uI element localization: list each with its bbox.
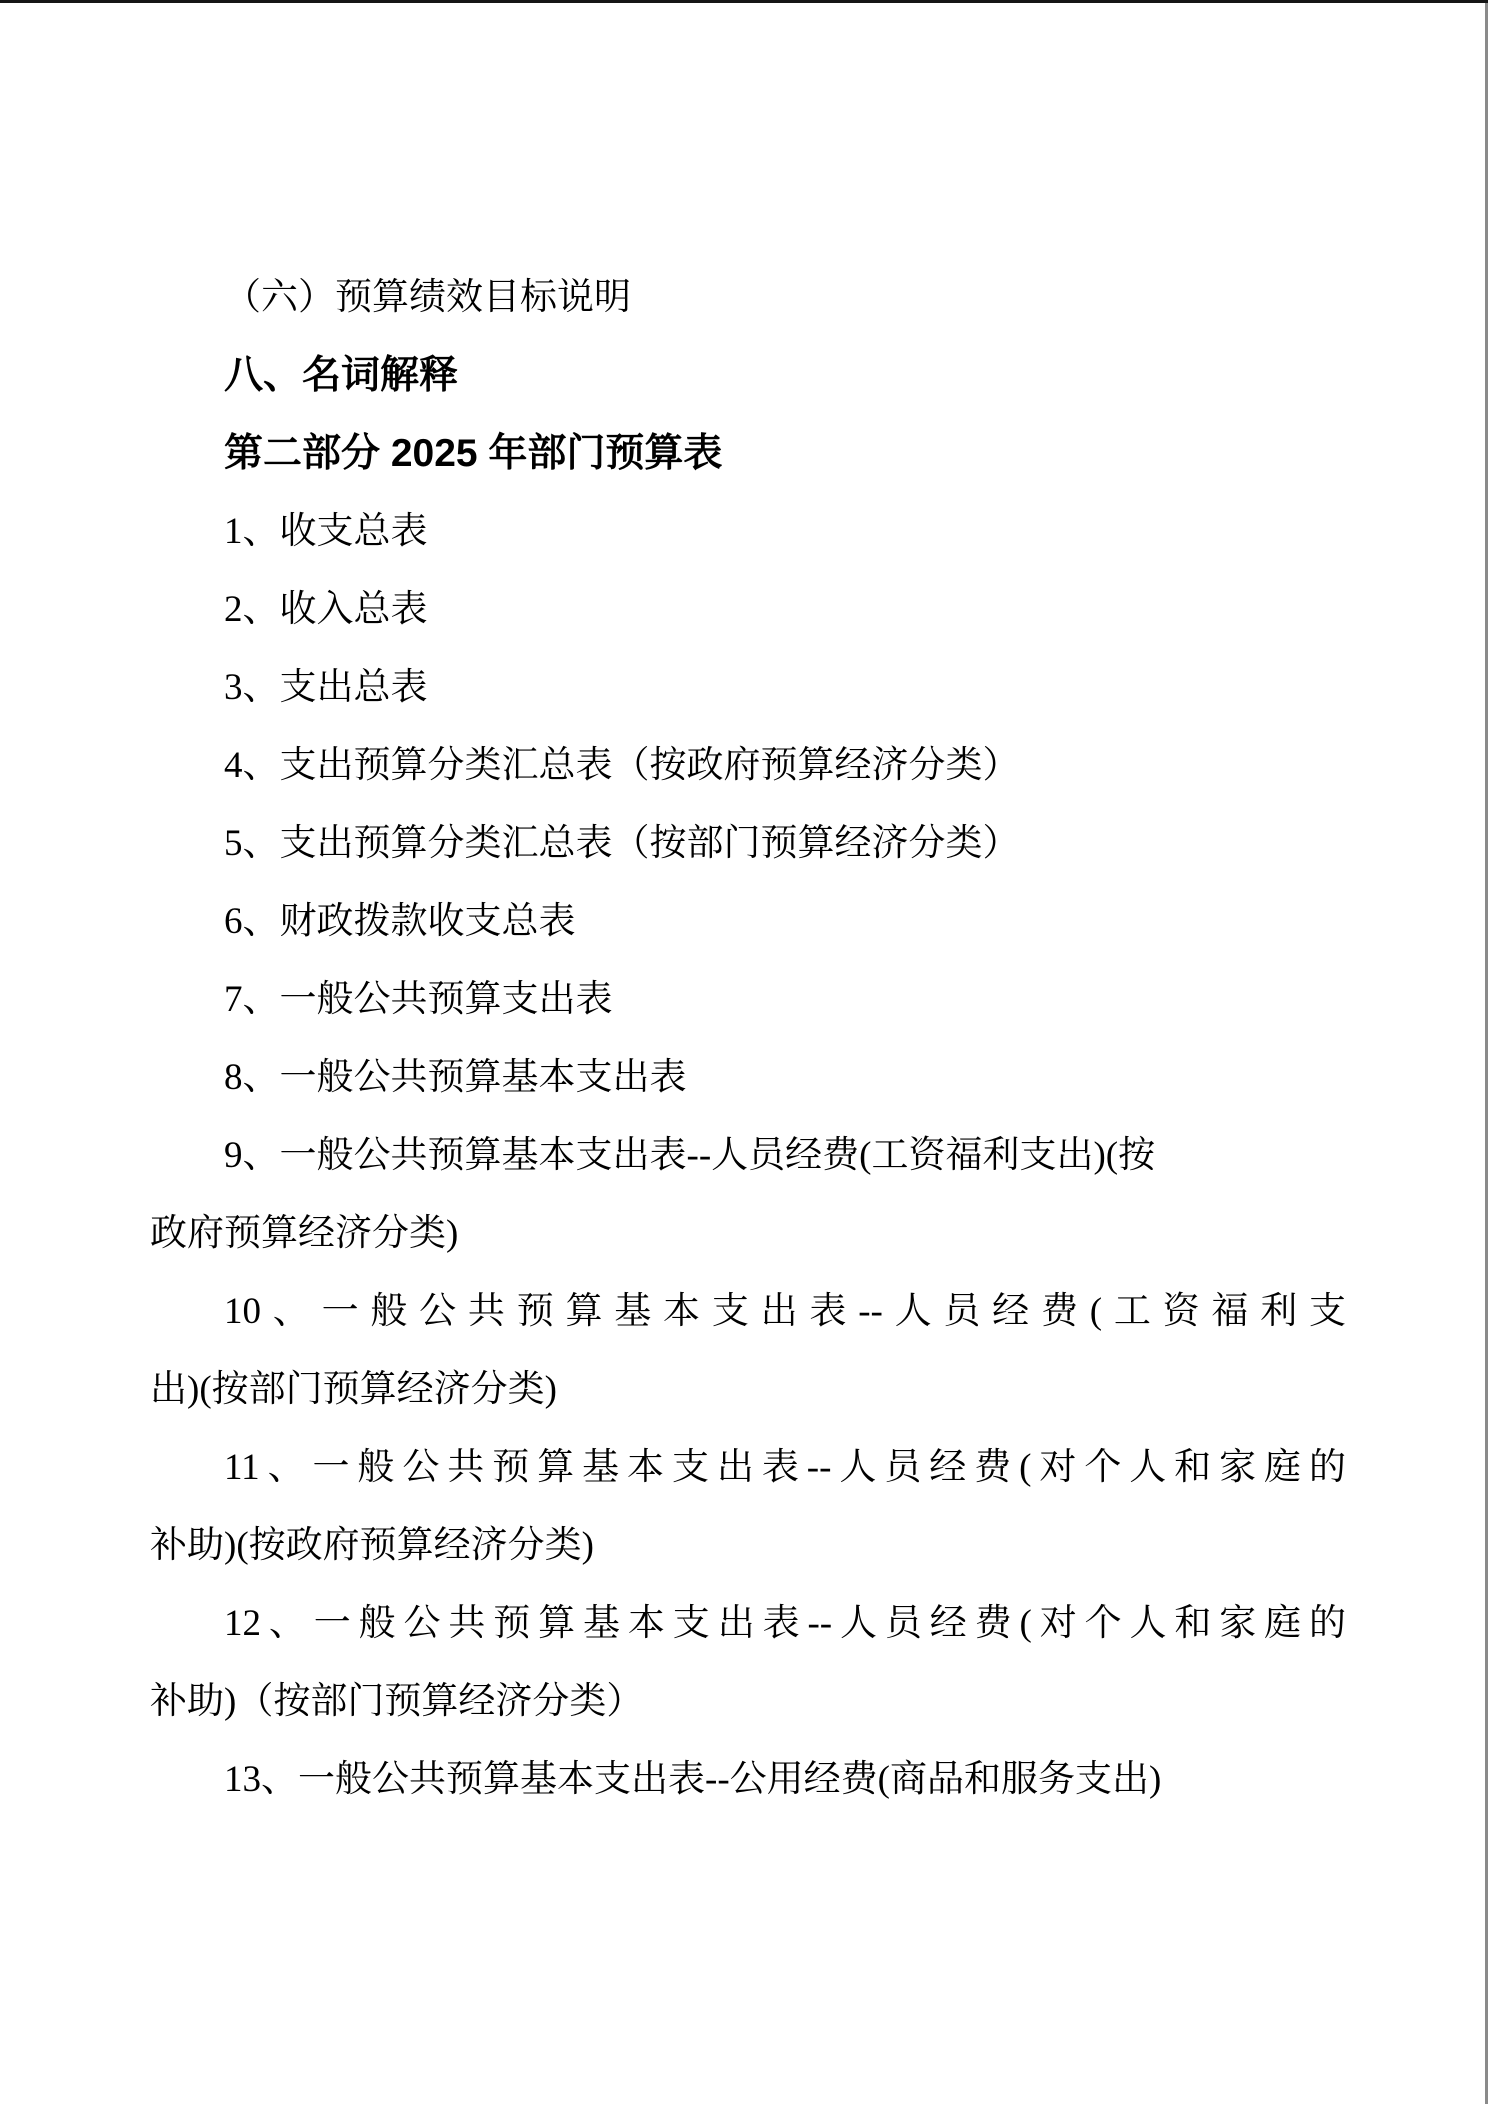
document-page: [150, 0, 1346, 1819]
toc-item-2: 2、收入总表: [224, 589, 428, 630]
heading-part-two-budget-tables: 第二部分 2025 年部门预算表: [224, 432, 723, 475]
heading-glossary: 八、名词解释: [224, 354, 459, 397]
toc-item-13: 13、一般公共预算基本支出表--公用经费(商品和服务支出): [224, 1759, 1162, 1800]
toc-item-1: 1、收支总表: [224, 511, 428, 552]
toc-item-11-line-1: 11、一般公共预算基本支出表--人员经费(对个人和家庭的: [224, 1447, 1346, 1488]
toc-item-4: 4、支出预算分类汇总表（按政府预算经济分类）: [224, 745, 1020, 786]
subsection-vi-performance-targets: （六）预算绩效目标说明: [224, 277, 631, 318]
toc-item-3: 3、支出总表: [224, 667, 428, 708]
toc-item-7: 7、一般公共预算支出表: [224, 979, 613, 1020]
toc-item-9-line-2: 政府预算经济分类): [150, 1213, 459, 1254]
toc-item-12-line-1: 12、一般公共预算基本支出表--人员经费(对个人和家庭的: [224, 1603, 1346, 1644]
toc-item-8: 8、一般公共预算基本支出表: [224, 1057, 687, 1098]
toc-item-10-line-2: 出)(按部门预算经济分类): [150, 1369, 557, 1410]
toc-item-10-line-1: 10、一般公共预算基本支出表--人员经费(工资福利支: [224, 1291, 1346, 1332]
toc-item-6: 6、财政拨款收支总表: [224, 901, 576, 942]
toc-item-11-line-2: 补助)(按政府预算经济分类): [150, 1525, 594, 1566]
toc-item-5: 5、支出预算分类汇总表（按部门预算经济分类）: [224, 823, 1020, 864]
toc-item-9-line-1: 9、一般公共预算基本支出表--人员经费(工资福利支出)(按: [224, 1135, 1156, 1176]
toc-item-12-line-2: 补助)（按部门预算经济分类）: [150, 1681, 644, 1722]
